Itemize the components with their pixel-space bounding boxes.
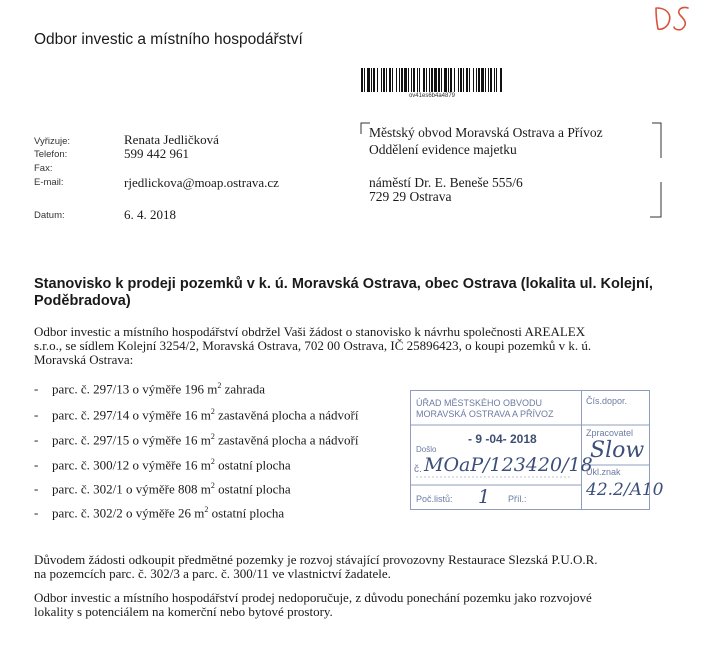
- stamp-number-handwritten: MOaP/123420/18: [424, 454, 593, 476]
- barcode-bar: [463, 68, 464, 92]
- barcode-bar: [386, 68, 387, 92]
- stamp-processed-label: Zpracovatel: [586, 428, 634, 438]
- barcode-bar: [371, 68, 372, 92]
- stamp-file-value: 42.2/A10: [586, 480, 664, 500]
- barcode-bar: [423, 68, 425, 92]
- phone-label: Telefon:: [34, 149, 68, 160]
- barcode-bar: [413, 68, 415, 92]
- barcode-bar: [401, 68, 403, 92]
- date-value: 6. 4. 2018: [124, 207, 176, 222]
- stamp-received-date: - 9 -04- 2018: [468, 432, 537, 446]
- stamp-office-line-2: MORAVSKÁ OSTRAVA A PŘÍVOZ: [416, 409, 554, 419]
- barcode-bar: [361, 68, 363, 92]
- parcel-list-item: - parc. č. 302/1 o výměře 808 $m^2$ ostatní plocha: [34, 481, 291, 497]
- parcel-list-item: - parc. č. 300/12 o výměře 16 $m^2$ ostatní plocha: [34, 457, 291, 473]
- barcode-bar: [488, 68, 489, 92]
- barcode-bar: [454, 68, 455, 92]
- barcode-bar: [476, 68, 477, 92]
- barcode-bar: [417, 68, 418, 92]
- barcode-bar: [377, 68, 378, 92]
- stamp-office-line-1: ÚŘAD MĚSTSKÉHO OBVODU: [416, 398, 543, 408]
- document-title: Stanovisko k prodeji pozemků v k. ú. Moravská Ostrava, obec Ostrava (lokalita ul. Kolejní, Poděbradova): [34, 276, 653, 309]
- stamp-ref-label: Čís.dopor.: [586, 396, 628, 406]
- phone-value: 599 442 961: [124, 146, 189, 161]
- barcode: [361, 68, 503, 92]
- stamp-number-prefix: č.: [414, 464, 422, 475]
- barcode-bar: [469, 68, 470, 92]
- barcode-bar: [399, 68, 400, 92]
- barcode-bar: [408, 68, 409, 92]
- recipient-line-1: Městský obvod Moravská Ostrava a Přívoz: [369, 125, 603, 140]
- handler-value: Renata Jedličková: [124, 132, 219, 147]
- barcode-bar: [473, 68, 474, 92]
- barcode-bar: [496, 68, 497, 92]
- reception-stamp: [410, 390, 682, 510]
- recipient-line-4: 729 29 Ostrava: [369, 189, 452, 204]
- recipient-address: [360, 122, 662, 218]
- intro-line-1: Odbor investic a místního hospodářství obdržel Vaši žádost o stanovisko k návrhu společnosti AREALEX: [34, 324, 586, 339]
- intro-line-3: Moravská Ostrava:: [34, 352, 134, 367]
- barcode-bar: [450, 68, 452, 92]
- barcode-bar: [494, 68, 495, 92]
- barcode-bar: [426, 68, 427, 92]
- barcode-bar: [466, 68, 468, 92]
- barcode-bar: [485, 68, 486, 92]
- conclusion-line-1: Odbor investic a místního hospodářství prodej nedoporučuje, z důvodu ponechání pozemku jako rozvojové: [34, 590, 592, 605]
- barcode-bar: [429, 68, 430, 92]
- barcode-bar: [419, 68, 420, 92]
- barcode-bar: [490, 68, 492, 92]
- intro-line-2: s.r.o., se sídlem Kolejní 3254/2, Moravská Ostrava, 702 00 Ostrava, IČ 25896423, o koupi pozemků v k. ú.: [34, 338, 592, 353]
- reason-line-2: na pozemcích parc. č. 302/3 a parc. č. 300/11 ve vlastnictví žadatele.: [34, 566, 391, 581]
- handwritten-initials: [652, 2, 696, 32]
- barcode-bar: [444, 68, 447, 92]
- stamp-sheets-value: 1: [478, 486, 491, 508]
- barcode-bar: [389, 68, 391, 92]
- barcode-bar: [458, 68, 459, 92]
- barcode-bar: [431, 68, 433, 92]
- barcode-bar: [364, 68, 365, 92]
- barcode-bar: [396, 68, 397, 92]
- barcode-bar: [434, 68, 437, 92]
- barcode-bar: [367, 68, 370, 92]
- handler-label: Vyřizuje:: [34, 136, 71, 147]
- stamp-sheets-label: Poč.listů:: [416, 494, 453, 504]
- stamp-attachments-label: Příl.:: [508, 494, 527, 504]
- department-header: Odbor investic a místního hospodářství: [34, 31, 303, 48]
- barcode-bar: [383, 68, 385, 92]
- parcel-list-item: - parc. č. 297/15 o výměře 16 $m^2$ zastavěná plocha a nádvoří: [34, 432, 359, 448]
- barcode-bar: [478, 68, 480, 92]
- fax-label: Fax:: [34, 163, 53, 174]
- recipient-line-3: náměstí Dr. E. Beneše 555/6: [369, 175, 523, 190]
- barcode-bar: [392, 68, 393, 92]
- stamp-received-label: Došlo: [416, 445, 437, 454]
- barcode-bar: [460, 68, 462, 92]
- barcode-bar: [373, 68, 375, 92]
- parcel-list-item: - parc. č. 302/2 o výměře 26 $m^2$ ostatní plocha: [34, 505, 285, 521]
- barcode-bar: [500, 68, 502, 92]
- barcode-bar: [438, 68, 440, 92]
- email-value: rjedlickova@moap.ostrava.cz: [124, 175, 279, 190]
- barcode-bar: [441, 68, 442, 92]
- recipient-line-2: Oddělení evidence majetku: [369, 142, 517, 157]
- parcel-list-item: - parc. č. 297/13 o výměře 196 $m^2$ zahrada: [34, 381, 266, 397]
- stamp-processor-signature: Slow: [590, 438, 645, 463]
- reason-line-1: Důvodem žádosti odkoupit předmětné pozemky je rozvoj stávající provozovny Restaurace Slezská P.U.O.R.: [34, 552, 598, 567]
- date-label: Datum:: [34, 210, 65, 221]
- barcode-bar: [411, 68, 412, 92]
- conclusion-line-2: lokality s potenciálem na komerční nebo bytové prostory.: [34, 604, 333, 619]
- barcode-bar: [448, 68, 449, 92]
- barcode-bar: [404, 68, 407, 92]
- barcode-bar: [481, 68, 484, 92]
- stamp-file-label: Ukl.znak: [586, 467, 621, 477]
- email-label: E-mail:: [34, 177, 64, 188]
- barcode-bar: [381, 68, 382, 92]
- barcode-text: ov41es6b4a4879: [408, 93, 456, 99]
- parcel-list-item: - parc. č. 297/14 o výměře 16 $m^2$ zastavěná plocha a nádvoří: [34, 407, 359, 423]
